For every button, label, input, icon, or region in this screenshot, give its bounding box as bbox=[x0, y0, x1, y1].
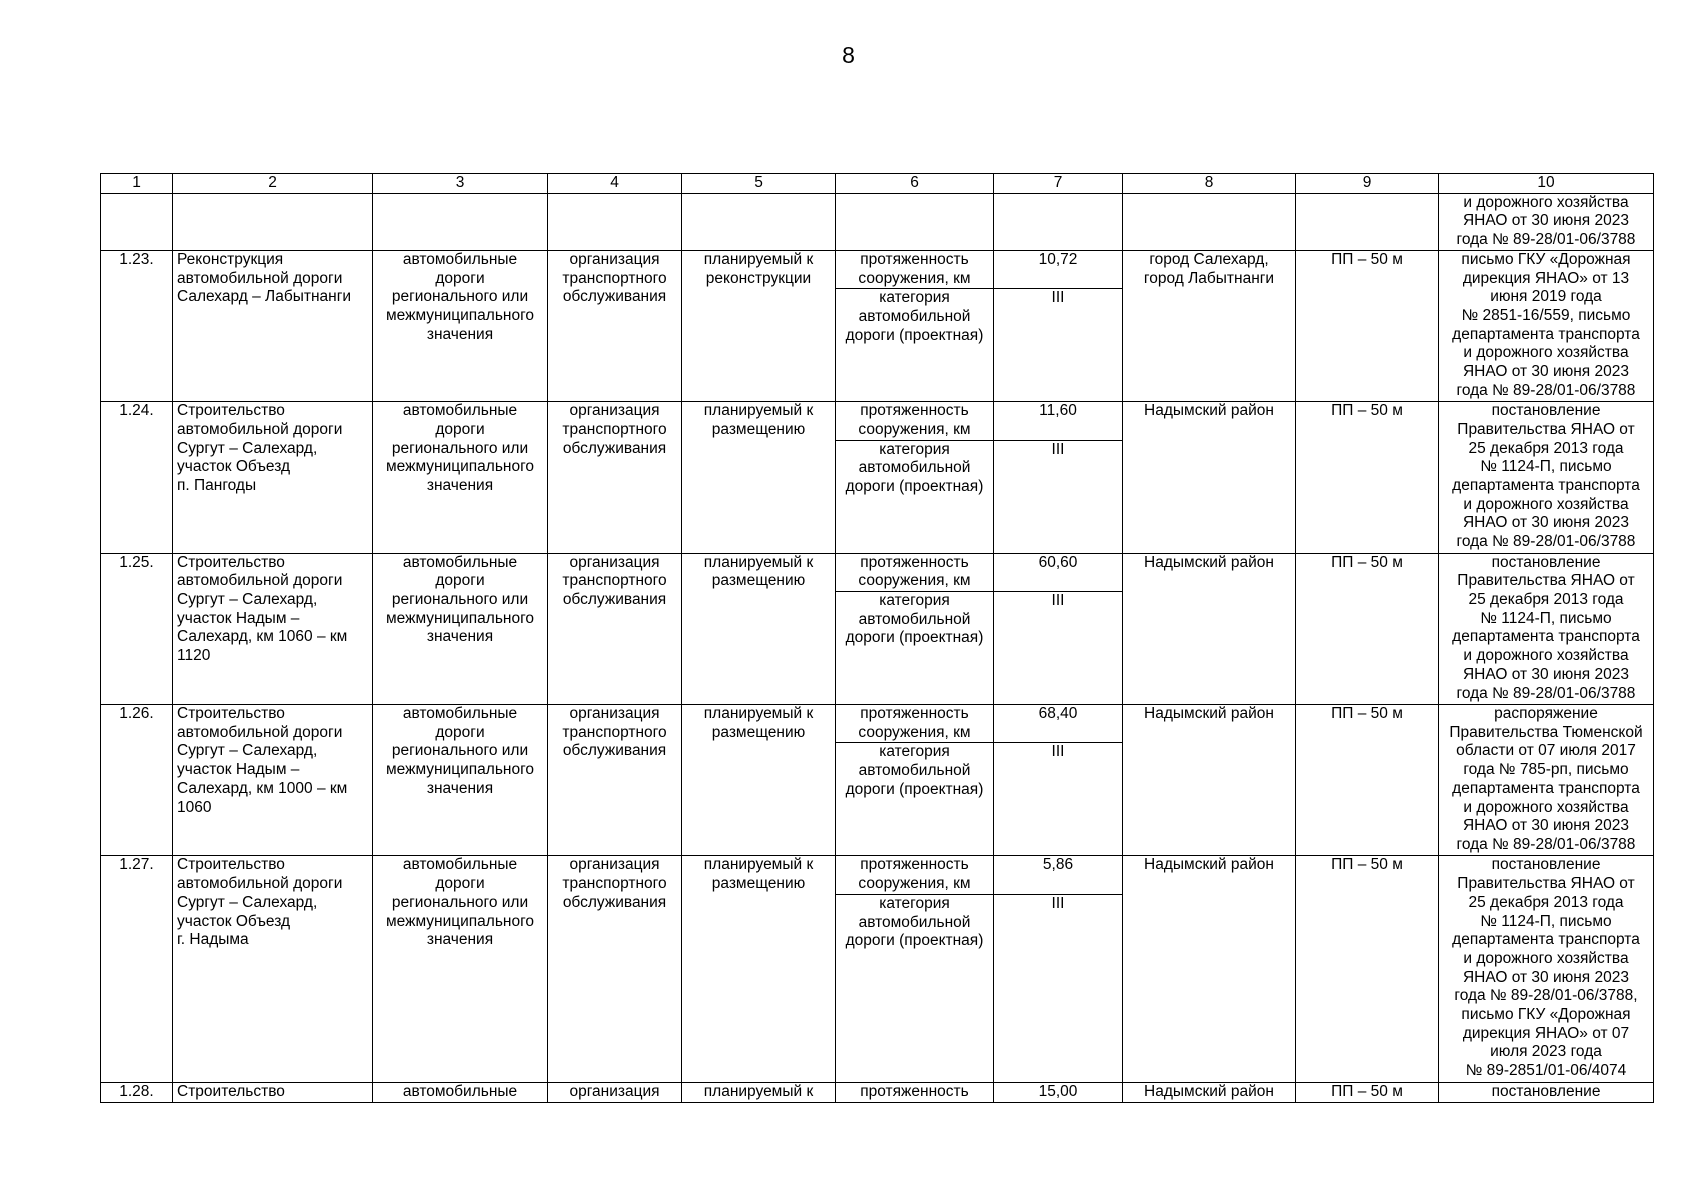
cell-characteristic: протяженность сооружения, км bbox=[836, 250, 994, 288]
cell-object-kind: автомобильные дороги регионального или межмуниципального значения bbox=[373, 705, 548, 856]
table-row bbox=[101, 705, 1654, 743]
cell-characteristic: категория автомобильной дороги (проектная) bbox=[836, 894, 994, 1082]
continuation-row bbox=[101, 193, 1654, 250]
table-row bbox=[101, 250, 1654, 288]
column-number: 6 bbox=[836, 174, 994, 194]
cell-object-name: Строительство автомобильной дороги Сургут – Салехард, участок Надым – Салехард, км 1060 – км 1120 bbox=[173, 553, 373, 704]
cell-empty bbox=[836, 193, 994, 250]
column-number: 3 bbox=[373, 174, 548, 194]
column-number: 10 bbox=[1439, 174, 1654, 194]
cell-basis: постановление bbox=[1439, 1082, 1654, 1102]
cell-zone: ПП – 50 м bbox=[1296, 1082, 1439, 1102]
column-number: 7 bbox=[994, 174, 1123, 194]
cell-purpose: организация транспортного обслуживания bbox=[548, 402, 682, 553]
cell-characteristic: протяженность сооружения, км bbox=[836, 553, 994, 591]
cell-empty bbox=[373, 193, 548, 250]
cell-purpose: организация транспортного обслуживания bbox=[548, 250, 682, 401]
cell-zone: ПП – 50 м bbox=[1296, 553, 1439, 704]
cell-object-kind: автомобильные дороги регионального или межмуниципального значения bbox=[373, 250, 548, 401]
cell-object-name: Строительство автомобильной дороги Сургут – Салехард, участок Надым – Салехард, км 1000 – км 1060 bbox=[173, 705, 373, 856]
cell-basis: и дорожного хозяйства ЯНАО от 30 июня 2023 года № 89-28/01-06/3788 bbox=[1439, 193, 1654, 250]
cell-empty bbox=[1123, 193, 1296, 250]
cell-purpose: организация bbox=[548, 1082, 682, 1102]
column-number-row bbox=[101, 174, 1654, 194]
cell-zone: ПП – 50 м bbox=[1296, 402, 1439, 553]
cell-status: планируемый к размещению bbox=[682, 705, 836, 856]
cell-status: планируемый к размещению bbox=[682, 856, 836, 1082]
cell-number: 1.28. bbox=[101, 1082, 173, 1102]
cell-basis: письмо ГКУ «Дорожная дирекция ЯНАО» от 13 июня 2019 года № 2851-16/559, письмо департамента транспорта и дорожного хозяйства ЯНАО от 30 июня 2023 года № 89-28/01-06/3788 bbox=[1439, 250, 1654, 401]
column-number: 8 bbox=[1123, 174, 1296, 194]
cell-number: 1.23. bbox=[101, 250, 173, 401]
column-number: 9 bbox=[1296, 174, 1439, 194]
cell-object-name: Строительство автомобильной дороги Сургут – Салехард, участок Объезд г. Надыма bbox=[173, 856, 373, 1082]
cell-characteristic: категория автомобильной дороги (проектная) bbox=[836, 743, 994, 856]
cell-location: Надымский район bbox=[1123, 402, 1296, 553]
cell-basis: постановление Правительства ЯНАО от 25 декабря 2013 года № 1124-П, письмо департамента транспорта и дорожного хозяйства ЯНАО от 30 июня 2023 года № 89-28/01-06/3788 bbox=[1439, 402, 1654, 553]
cell-characteristic: категория автомобильной дороги (проектная) bbox=[836, 440, 994, 553]
table-row bbox=[101, 402, 1654, 440]
cell-basis: распоряжение Правительства Тюменской области от 07 июля 2017 года № 785-рп, письмо департамента транспорта и дорожного хозяйства ЯНАО от 30 июня 2023 года № 89-28/01-06/3788 bbox=[1439, 705, 1654, 856]
cell-number: 1.27. bbox=[101, 856, 173, 1082]
column-number: 1 bbox=[101, 174, 173, 194]
cell-object-kind: автомобильные дороги регионального или межмуниципального значения bbox=[373, 553, 548, 704]
cell-object-name: Строительство автомобильной дороги Сургут – Салехард, участок Объезд п. Пангоды bbox=[173, 402, 373, 553]
cell-empty bbox=[682, 193, 836, 250]
cell-empty bbox=[1296, 193, 1439, 250]
cell-empty bbox=[994, 193, 1123, 250]
column-number: 4 bbox=[548, 174, 682, 194]
cell-object-name: Строительство bbox=[173, 1082, 373, 1102]
cell-number: 1.24. bbox=[101, 402, 173, 553]
table-row bbox=[101, 856, 1654, 894]
cell-empty bbox=[548, 193, 682, 250]
cell-value: 68,40 bbox=[994, 705, 1123, 743]
cell-characteristic: протяженность bbox=[836, 1082, 994, 1102]
cell-purpose: организация транспортного обслуживания bbox=[548, 705, 682, 856]
cell-status: планируемый к bbox=[682, 1082, 836, 1102]
cell-value: 15,00 bbox=[994, 1082, 1123, 1102]
cell-value: III bbox=[994, 743, 1123, 856]
cell-object-name: Реконструкция автомобильной дороги Салехард – Лабытнанги bbox=[173, 250, 373, 401]
cell-empty bbox=[173, 193, 373, 250]
column-number: 5 bbox=[682, 174, 836, 194]
cell-purpose: организация транспортного обслуживания bbox=[548, 856, 682, 1082]
cell-location: Надымский район bbox=[1123, 553, 1296, 704]
cell-purpose: организация транспортного обслуживания bbox=[548, 553, 682, 704]
table-row bbox=[101, 553, 1654, 591]
cell-value: III bbox=[994, 289, 1123, 402]
cell-characteristic: протяженность сооружения, км bbox=[836, 705, 994, 743]
cell-basis: постановление Правительства ЯНАО от 25 декабря 2013 года № 1124-П, письмо департамента транспорта и дорожного хозяйства ЯНАО от 30 июня 2023 года № 89-28/01-06/3788 bbox=[1439, 553, 1654, 704]
cell-status: планируемый к размещению bbox=[682, 402, 836, 553]
cell-characteristic: категория автомобильной дороги (проектная) bbox=[836, 289, 994, 402]
cell-status: планируемый к размещению bbox=[682, 553, 836, 704]
cell-value: 10,72 bbox=[994, 250, 1123, 288]
cell-characteristic: протяженность сооружения, км bbox=[836, 402, 994, 440]
column-number: 2 bbox=[173, 174, 373, 194]
cell-object-kind: автомобильные дороги регионального или межмуниципального значения bbox=[373, 402, 548, 553]
cell-number: 1.26. bbox=[101, 705, 173, 856]
cell-characteristic: протяженность сооружения, км bbox=[836, 856, 994, 894]
cell-value: III bbox=[994, 894, 1123, 1082]
cell-value: 11,60 bbox=[994, 402, 1123, 440]
cell-number: 1.25. bbox=[101, 553, 173, 704]
cell-zone: ПП – 50 м bbox=[1296, 705, 1439, 856]
cell-zone: ПП – 50 м bbox=[1296, 856, 1439, 1082]
cell-object-kind: автомобильные дороги регионального или межмуниципального значения bbox=[373, 856, 548, 1082]
cell-location: Надымский район bbox=[1123, 1082, 1296, 1102]
cell-location: Надымский район bbox=[1123, 856, 1296, 1082]
cell-basis: постановление Правительства ЯНАО от 25 декабря 2013 года № 1124-П, письмо департамента транспорта и дорожного хозяйства ЯНАО от 30 июня 2023 года № 89-28/01-06/3788, письмо ГКУ «Дорожная дирекция ЯНАО» от 07 июля 2023 года № 89-2851/01-06/4074 bbox=[1439, 856, 1654, 1082]
cell-zone: ПП – 50 м bbox=[1296, 250, 1439, 401]
page-number: 8 bbox=[842, 42, 855, 68]
cell-empty bbox=[101, 193, 173, 250]
cell-characteristic: категория автомобильной дороги (проектная) bbox=[836, 592, 994, 705]
cell-value: 5,86 bbox=[994, 856, 1123, 894]
cell-value: 60,60 bbox=[994, 553, 1123, 591]
cell-status: планируемый к реконструкции bbox=[682, 250, 836, 401]
cell-object-kind: автомобильные bbox=[373, 1082, 548, 1102]
cell-value: III bbox=[994, 440, 1123, 553]
planned-objects-table bbox=[100, 173, 1654, 1103]
cell-location: город Салехард, город Лабытнанги bbox=[1123, 250, 1296, 401]
table-row bbox=[101, 1082, 1654, 1102]
cell-location: Надымский район bbox=[1123, 705, 1296, 856]
cell-value: III bbox=[994, 592, 1123, 705]
